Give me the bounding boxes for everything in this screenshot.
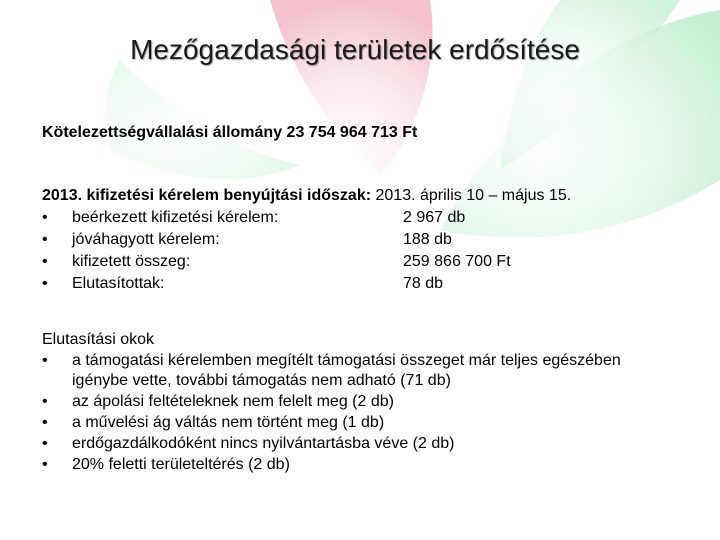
stat-label: beérkezett kifizetési kérelem:	[72, 209, 279, 226]
stats-list	[42, 209, 682, 297]
stat-paid	[42, 253, 682, 275]
stat-approved	[42, 231, 682, 253]
slide-title: Mezőgazdasági területek erdősítése	[130, 34, 580, 65]
payment-period-label: 2013. kifizetési kérelem benyújtási időszak:	[42, 187, 372, 204]
list-item	[42, 413, 662, 433]
list-item	[42, 455, 662, 475]
stat-value: 188 db	[403, 231, 452, 248]
stat-value: 259 866 700 Ft	[403, 253, 511, 270]
bullet: •	[42, 352, 48, 369]
reason-text: erdőgazdálkodóként nincs nyilvántartásba véve (2 db)	[72, 435, 455, 452]
reason-text: az ápolási feltételeknek nem felelt meg (2 db)	[72, 393, 394, 410]
stat-value: 2 967 db	[403, 209, 466, 226]
payment-period	[42, 187, 571, 205]
stat-label: Elutasítottak:	[72, 275, 165, 292]
reason-text: a támogatási kérelemben megítélt támogatási összeget már teljes egészében igénybe vette, további támogatás nem adható (71 db)	[72, 352, 621, 389]
reason-text: a művelési ág váltás nem történt meg (1 db)	[72, 414, 385, 431]
bullet: •	[42, 435, 48, 452]
stat-value: 78 db	[403, 275, 444, 292]
rejection-reasons-title: Elutasítási okok	[42, 331, 155, 348]
bullet: •	[42, 456, 48, 473]
stat-label: jóváhagyott kérelem:	[72, 231, 220, 248]
bullet: •	[42, 209, 48, 226]
bullet: •	[42, 253, 48, 270]
bullet: •	[42, 275, 48, 292]
stat-label: kifizetett összeg:	[72, 253, 191, 270]
stat-received	[42, 209, 682, 231]
commitment-amount: Kötelezettségvállalási állomány 23 754 964 713 Ft	[42, 124, 418, 141]
bullet: •	[42, 393, 48, 410]
list-item	[42, 434, 662, 454]
bullet: •	[42, 414, 48, 431]
payment-period-value: 2013. április 10 – május 15.	[371, 187, 572, 204]
list-item	[42, 392, 662, 412]
list-item	[42, 351, 662, 391]
stat-rejected	[42, 275, 682, 297]
rejection-reasons-list	[42, 351, 662, 476]
reason-text: 20% feletti területeltérés (2 db)	[72, 456, 290, 473]
bullet: •	[42, 231, 48, 248]
